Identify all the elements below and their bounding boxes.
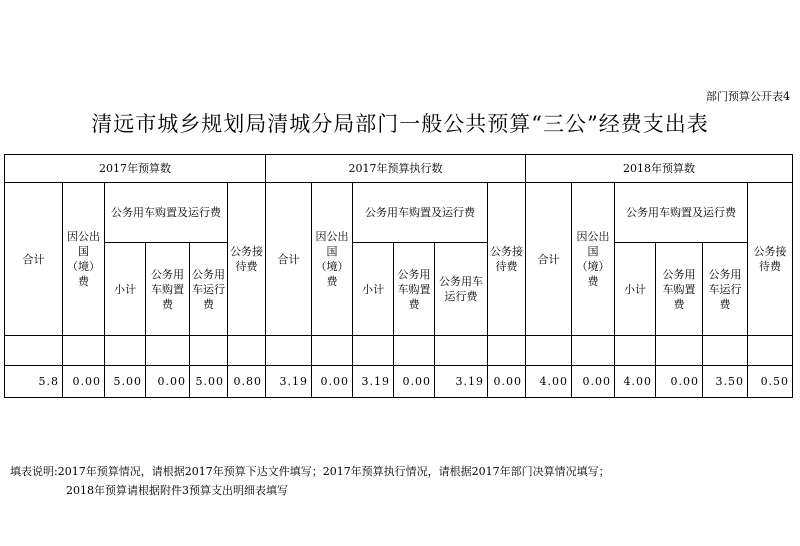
- col-vehicle: 公务用车购置及运行费: [105, 183, 228, 243]
- col-vehicle-purchase: 公务用车购置费: [394, 243, 435, 336]
- blank-cell: [63, 336, 105, 366]
- col-reception: 公务接待费: [228, 183, 266, 336]
- blank-cell: [615, 336, 656, 366]
- value-row: [5, 366, 793, 398]
- col-abroad: 因公出国（境）费: [572, 183, 615, 336]
- blank-cell: [748, 336, 793, 366]
- blank-cell: [5, 336, 63, 366]
- col-vehicle-operation: 公务用车运行费: [703, 243, 748, 336]
- value-vehicle-purchase: 0.00: [146, 366, 190, 398]
- year-header-2018-budget: 2018年预算数: [526, 155, 793, 183]
- col-abroad: 因公出国（境）费: [63, 183, 105, 336]
- year-header-2017-budget: 2017年预算数: [5, 155, 266, 183]
- value-total: 3.19: [266, 366, 312, 398]
- blank-row: [5, 336, 793, 366]
- note-line-2: 2018年预算请根据附件3预算支出明细表填写: [66, 484, 288, 497]
- col-total: 合计: [526, 183, 572, 336]
- blank-cell: [353, 336, 394, 366]
- value-reception: 0.80: [228, 366, 266, 398]
- blank-cell: [146, 336, 190, 366]
- value-reception: 0.00: [488, 366, 526, 398]
- column-header-row-2: [5, 243, 793, 336]
- blank-cell: [190, 336, 228, 366]
- value-vehicle-operation: 5.00: [190, 366, 228, 398]
- blank-cell: [526, 336, 572, 366]
- value-subtotal: 3.19: [353, 366, 394, 398]
- value-vehicle-purchase: 0.00: [656, 366, 703, 398]
- blank-cell: [435, 336, 488, 366]
- col-abroad: 因公出国（境）费: [312, 183, 353, 336]
- value-vehicle-operation: 3.50: [703, 366, 748, 398]
- value-total: 4.00: [526, 366, 572, 398]
- form-code: 部门预算公开表4: [706, 90, 790, 103]
- blank-cell: [703, 336, 748, 366]
- col-vehicle: 公务用车购置及运行费: [615, 183, 748, 243]
- value-vehicle-purchase: 0.00: [394, 366, 435, 398]
- blank-cell: [394, 336, 435, 366]
- col-vehicle-operation: 公务用车运行费: [190, 243, 228, 336]
- col-vehicle: 公务用车购置及运行费: [353, 183, 488, 243]
- year-header-2017-execution: 2017年预算执行数: [266, 155, 526, 183]
- col-reception: 公务接待费: [488, 183, 526, 336]
- blank-cell: [266, 336, 312, 366]
- col-total: 合计: [266, 183, 312, 336]
- value-abroad: 0.00: [63, 366, 105, 398]
- value-abroad: 0.00: [572, 366, 615, 398]
- blank-cell: [488, 336, 526, 366]
- col-total: 合计: [5, 183, 63, 336]
- col-reception: 公务接待费: [748, 183, 793, 336]
- col-vehicle-purchase: 公务用车购置费: [146, 243, 190, 336]
- value-vehicle-operation: 3.19: [435, 366, 488, 398]
- value-reception: 0.50: [748, 366, 793, 398]
- note-line-1: 填表说明:2017年预算情况，请根据2017年预算下达文件填写；2017年预算执行情况，请根据2017年部门决算情况填写；: [10, 465, 610, 478]
- budget-table: [4, 154, 793, 398]
- col-vehicle-purchase: 公务用车购置费: [656, 243, 703, 336]
- blank-cell: [312, 336, 353, 366]
- page-title: 清远市城乡规划局清城分局部门一般公共预算“三公”经费支出表: [91, 112, 709, 136]
- col-subtotal: 小计: [615, 243, 656, 336]
- column-header-row-1: [5, 183, 793, 243]
- blank-cell: [228, 336, 266, 366]
- value-total: 5.8: [5, 366, 63, 398]
- year-header-row: [5, 155, 793, 183]
- col-subtotal: 小计: [353, 243, 394, 336]
- value-subtotal: 5.00: [105, 366, 146, 398]
- value-subtotal: 4.00: [615, 366, 656, 398]
- blank-cell: [105, 336, 146, 366]
- col-vehicle-operation: 公务用车运行费: [435, 243, 488, 336]
- blank-cell: [656, 336, 703, 366]
- col-subtotal: 小计: [105, 243, 146, 336]
- blank-cell: [572, 336, 615, 366]
- value-abroad: 0.00: [312, 366, 353, 398]
